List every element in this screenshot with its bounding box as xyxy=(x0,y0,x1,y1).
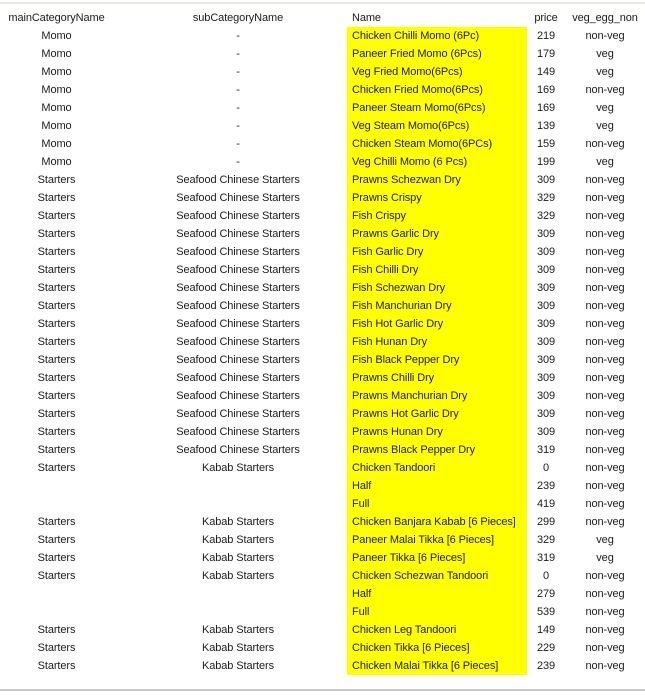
column-gap xyxy=(113,261,129,279)
cell-price[interactable]: 279 xyxy=(536,588,556,600)
column-gap xyxy=(113,477,129,495)
column-gap xyxy=(113,9,129,27)
column-gap xyxy=(113,495,129,513)
cell-main-category[interactable]: Momo xyxy=(41,48,72,60)
column-gap xyxy=(113,603,129,621)
cell-price[interactable]: 299 xyxy=(536,516,556,528)
table-row xyxy=(0,261,645,279)
cell-veg-egg-non[interactable]: non-veg xyxy=(585,174,625,186)
cell-main-category[interactable]: Starters xyxy=(37,282,76,294)
cell-main-category[interactable]: Momo xyxy=(41,138,72,150)
cell-item-name[interactable]: Fish Crispy xyxy=(347,207,527,225)
cell-sub-category[interactable]: - xyxy=(236,138,240,150)
column-gap xyxy=(113,621,129,639)
column-gap xyxy=(113,171,129,189)
cell-veg-egg-non[interactable]: non-veg xyxy=(585,30,625,42)
cell-main-category[interactable]: Momo xyxy=(41,120,72,132)
column-gap xyxy=(113,351,129,369)
cell-price[interactable]: 239 xyxy=(536,660,556,672)
cell-main-category[interactable]: Starters xyxy=(37,192,76,204)
cell-price[interactable]: 309 xyxy=(536,390,556,402)
table-row xyxy=(0,315,645,333)
cell-item-name[interactable]: Chicken Tandoori xyxy=(347,459,527,477)
table-row xyxy=(0,171,645,189)
column-gap xyxy=(113,27,129,45)
cell-veg-egg-non[interactable]: non-veg xyxy=(585,570,625,582)
cell-price[interactable]: 229 xyxy=(536,642,556,654)
column-gap xyxy=(113,369,129,387)
table-row xyxy=(0,513,645,531)
cell-item-name[interactable]: Prawns Black Pepper Dry xyxy=(347,441,527,459)
cell-item-name[interactable]: Prawns Crispy xyxy=(347,189,527,207)
cell-veg-egg-non[interactable]: non-veg xyxy=(585,408,625,420)
cell-main-category[interactable]: Starters xyxy=(37,264,76,276)
table-row xyxy=(0,459,645,477)
cell-price[interactable]: 309 xyxy=(536,246,556,258)
cell-sub-category[interactable]: Kabab Starters xyxy=(202,660,274,672)
cell-veg-egg-non[interactable]: veg xyxy=(596,66,614,78)
table-row xyxy=(0,495,645,513)
cell-main-category[interactable] xyxy=(0,495,113,513)
cell-price[interactable]: 309 xyxy=(536,354,556,366)
column-gap xyxy=(113,279,129,297)
cell-veg-egg-non[interactable]: non-veg xyxy=(585,498,625,510)
cell-price[interactable]: 309 xyxy=(536,264,556,276)
cell-item-name[interactable]: Paneer Steam Momo(6Pcs) xyxy=(347,99,527,117)
cell-main-category[interactable]: Starters xyxy=(37,570,76,582)
table-row xyxy=(0,441,645,459)
cell-sub-category[interactable]: Seafood Chinese Starters xyxy=(176,192,300,204)
cell-veg-egg-non[interactable]: non-veg xyxy=(585,516,625,528)
table-row xyxy=(0,153,645,171)
cell-main-category[interactable]: Starters xyxy=(37,228,76,240)
cell-price[interactable]: 149 xyxy=(536,66,556,78)
cell-main-category[interactable]: Momo xyxy=(41,66,72,78)
table-row xyxy=(0,387,645,405)
cell-item-name[interactable]: Veg Chilli Momo (6 Pcs) xyxy=(347,153,527,171)
cell-veg-egg-non[interactable]: veg xyxy=(596,102,614,114)
cell-veg-egg-non[interactable]: non-veg xyxy=(585,426,625,438)
cell-veg-egg-non[interactable]: non-veg xyxy=(585,606,625,618)
cell-price[interactable]: 0 xyxy=(542,570,550,582)
cell-item-name[interactable]: Prawns Manchurian Dry xyxy=(347,387,527,405)
table-row xyxy=(0,135,645,153)
cell-item-name[interactable]: Fish Hunan Dry xyxy=(347,333,527,351)
cell-veg-egg-non[interactable]: non-veg xyxy=(585,444,625,456)
cell-sub-category[interactable]: Seafood Chinese Starters xyxy=(176,336,300,348)
cell-main-category[interactable]: Starters xyxy=(37,354,76,366)
cell-item-name[interactable]: Chicken Steam Momo(6PCs) xyxy=(347,135,527,153)
cell-sub-category[interactable]: Seafood Chinese Starters xyxy=(176,300,300,312)
table-row xyxy=(0,369,645,387)
table-row xyxy=(0,333,645,351)
bottom-border-line xyxy=(0,689,645,691)
cell-main-category[interactable] xyxy=(0,477,113,495)
cell-main-category[interactable]: Starters xyxy=(37,660,76,672)
cell-sub-category[interactable]: Seafood Chinese Starters xyxy=(176,426,300,438)
column-gap xyxy=(113,189,129,207)
table-row xyxy=(0,117,645,135)
cell-veg-egg-non[interactable]: non-veg xyxy=(585,462,625,474)
cell-item-name[interactable]: Chicken Malai Tikka [6 Pieces] xyxy=(347,657,527,675)
table-row xyxy=(0,225,645,243)
cell-price[interactable]: 309 xyxy=(536,282,556,294)
cell-veg-egg-non[interactable]: non-veg xyxy=(585,372,625,384)
table-row xyxy=(0,243,645,261)
cell-item-name[interactable]: Prawns Schezwan Dry xyxy=(347,171,527,189)
cell-price[interactable]: 169 xyxy=(536,102,556,114)
table-row xyxy=(0,81,645,99)
column-header-sub-category[interactable]: subCategoryName xyxy=(192,12,284,24)
cell-main-category[interactable]: Starters xyxy=(37,534,76,546)
cell-sub-category[interactable]: - xyxy=(236,48,240,60)
cell-veg-egg-non[interactable]: non-veg xyxy=(585,588,625,600)
column-gap xyxy=(113,207,129,225)
column-gap xyxy=(113,333,129,351)
cell-veg-egg-non[interactable]: non-veg xyxy=(585,300,625,312)
cell-price[interactable]: 319 xyxy=(536,552,556,564)
cell-price[interactable]: 329 xyxy=(536,534,556,546)
cell-sub-category[interactable]: Seafood Chinese Starters xyxy=(176,174,300,186)
column-gap xyxy=(113,117,129,135)
table-row xyxy=(0,567,645,585)
cell-price[interactable]: 319 xyxy=(536,444,556,456)
cell-item-name[interactable]: Prawns Garlic Dry xyxy=(347,225,527,243)
column-gap xyxy=(113,45,129,63)
table-row xyxy=(0,531,645,549)
column-gap xyxy=(113,297,129,315)
cell-item-name[interactable]: Chicken Leg Tandoori xyxy=(347,621,527,639)
cell-sub-category[interactable]: - xyxy=(236,120,240,132)
column-gap xyxy=(113,63,129,81)
cell-main-category[interactable]: Momo xyxy=(41,30,72,42)
cell-sub-category[interactable]: Kabab Starters xyxy=(202,462,274,474)
column-gap xyxy=(113,99,129,117)
cell-sub-category[interactable]: Kabab Starters xyxy=(202,534,274,546)
cell-price[interactable]: 329 xyxy=(536,192,556,204)
table-row xyxy=(0,549,645,567)
cell-veg-egg-non[interactable]: veg xyxy=(596,48,614,60)
top-border-line xyxy=(0,2,645,4)
cell-main-category[interactable]: Starters xyxy=(37,426,76,438)
cell-item-name[interactable]: Chicken Chilli Momo (6Pc) xyxy=(347,27,527,45)
cell-item-name[interactable]: Fish Chilli Dry xyxy=(347,261,527,279)
cell-main-category[interactable]: Momo xyxy=(41,102,72,114)
cell-veg-egg-non[interactable]: non-veg xyxy=(585,210,625,222)
cell-veg-egg-non[interactable]: veg xyxy=(596,120,614,132)
cell-main-category[interactable]: Starters xyxy=(37,462,76,474)
column-gap xyxy=(113,639,129,657)
table-row xyxy=(0,279,645,297)
column-gap xyxy=(113,549,129,567)
cell-price[interactable]: 309 xyxy=(536,228,556,240)
cell-veg-egg-non[interactable]: non-veg xyxy=(585,624,625,636)
cell-item-name[interactable]: Fish Garlic Dry xyxy=(347,243,527,261)
cell-sub-category[interactable]: Kabab Starters xyxy=(202,570,274,582)
cell-sub-category[interactable] xyxy=(129,495,347,513)
cell-price[interactable]: 179 xyxy=(536,48,556,60)
cell-item-name[interactable]: Veg Fried Momo(6Pcs) xyxy=(347,63,527,81)
cell-price[interactable]: 309 xyxy=(536,174,556,186)
cell-item-name[interactable]: Veg Steam Momo(6Pcs) xyxy=(347,117,527,135)
cell-price[interactable]: 149 xyxy=(536,624,556,636)
table-row xyxy=(0,27,645,45)
cell-sub-category[interactable]: Seafood Chinese Starters xyxy=(176,444,300,456)
cell-item-name[interactable]: Fish Hot Garlic Dry xyxy=(347,315,527,333)
cell-main-category[interactable]: Starters xyxy=(37,624,76,636)
column-gap xyxy=(113,153,129,171)
table-row xyxy=(0,351,645,369)
cell-item-name[interactable]: Chicken Banjara Kabab [6 Pieces] xyxy=(347,513,527,531)
cell-sub-category[interactable]: Kabab Starters xyxy=(202,516,274,528)
cell-price[interactable]: 219 xyxy=(536,30,556,42)
cell-veg-egg-non[interactable]: non-veg xyxy=(585,318,625,330)
cell-item-name[interactable]: Half xyxy=(347,585,527,603)
cell-item-name[interactable]: Half xyxy=(347,477,527,495)
column-gap xyxy=(113,225,129,243)
cell-sub-category[interactable]: - xyxy=(236,30,240,42)
table-row xyxy=(0,477,645,495)
table-row xyxy=(0,621,645,639)
cell-sub-category[interactable]: Seafood Chinese Starters xyxy=(176,408,300,420)
cell-veg-egg-non[interactable]: non-veg xyxy=(585,642,625,654)
cell-veg-egg-non[interactable]: non-veg xyxy=(585,336,625,348)
cell-sub-category[interactable]: Seafood Chinese Starters xyxy=(176,264,300,276)
cell-item-name[interactable]: Paneer Malai Tikka [6 Pieces] xyxy=(347,531,527,549)
cell-sub-category[interactable]: Seafood Chinese Starters xyxy=(176,372,300,384)
table-row xyxy=(0,657,645,675)
column-gap xyxy=(113,243,129,261)
column-gap xyxy=(113,81,129,99)
cell-item-name[interactable]: Fish Schezwan Dry xyxy=(347,279,527,297)
table-row xyxy=(0,297,645,315)
cell-price[interactable]: 309 xyxy=(536,408,556,420)
cell-sub-category[interactable]: - xyxy=(236,66,240,78)
cell-veg-egg-non[interactable]: non-veg xyxy=(585,390,625,402)
table-row xyxy=(0,585,645,603)
cell-item-name[interactable]: Prawns Chilli Dry xyxy=(347,369,527,387)
cell-sub-category[interactable]: Seafood Chinese Starters xyxy=(176,318,300,330)
cell-item-name[interactable]: Chicken Fried Momo(6Pcs) xyxy=(347,81,527,99)
cell-veg-egg-non[interactable]: non-veg xyxy=(585,228,625,240)
cell-sub-category[interactable]: Seafood Chinese Starters xyxy=(176,354,300,366)
cell-main-category[interactable]: Starters xyxy=(37,210,76,222)
cell-main-category[interactable]: Starters xyxy=(37,300,76,312)
cell-price[interactable]: 309 xyxy=(536,300,556,312)
column-header-main-category[interactable]: mainCategoryName xyxy=(8,12,105,24)
cell-main-category[interactable]: Starters xyxy=(37,318,76,330)
cell-item-name[interactable]: Prawns Hot Garlic Dry xyxy=(347,405,527,423)
cell-sub-category[interactable]: Seafood Chinese Starters xyxy=(176,282,300,294)
cell-price[interactable]: 329 xyxy=(536,210,556,222)
cell-veg-egg-non[interactable]: non-veg xyxy=(585,264,625,276)
column-header-veg-egg-non[interactable]: veg_egg_non xyxy=(572,12,638,24)
cell-veg-egg-non[interactable]: non-veg xyxy=(585,354,625,366)
cell-veg-egg-non[interactable]: non-veg xyxy=(585,660,625,672)
column-gap xyxy=(113,459,129,477)
cell-sub-category[interactable]: - xyxy=(236,156,240,168)
cell-sub-category[interactable] xyxy=(129,585,347,603)
cell-item-name[interactable]: Chicken Tikka [6 Pieces] xyxy=(347,639,527,657)
column-gap xyxy=(113,585,129,603)
column-gap xyxy=(113,567,129,585)
table-row xyxy=(0,45,645,63)
cell-main-category[interactable]: Starters xyxy=(37,372,76,384)
cell-price[interactable]: 419 xyxy=(536,498,556,510)
menu-table xyxy=(0,9,645,675)
cell-item-name[interactable]: Paneer Tikka [6 Pieces] xyxy=(347,549,527,567)
column-gap xyxy=(113,135,129,153)
cell-sub-category[interactable]: Kabab Starters xyxy=(202,552,274,564)
cell-veg-egg-non[interactable]: non-veg xyxy=(585,246,625,258)
cell-sub-category[interactable]: Seafood Chinese Starters xyxy=(176,228,300,240)
cell-sub-category[interactable] xyxy=(129,477,347,495)
cell-price[interactable]: 239 xyxy=(536,480,556,492)
table-row xyxy=(0,423,645,441)
column-gap xyxy=(113,531,129,549)
cell-price[interactable]: 159 xyxy=(536,138,556,150)
cell-veg-egg-non[interactable]: non-veg xyxy=(585,282,625,294)
cell-item-name[interactable]: Paneer Fried Momo (6Pcs) xyxy=(347,45,527,63)
column-gap xyxy=(113,387,129,405)
column-gap xyxy=(113,405,129,423)
cell-price[interactable]: 539 xyxy=(536,606,556,618)
table-row xyxy=(0,189,645,207)
cell-main-category[interactable]: Starters xyxy=(37,246,76,258)
cell-veg-egg-non[interactable]: veg xyxy=(596,534,614,546)
table-row xyxy=(0,405,645,423)
cell-veg-egg-non[interactable]: veg xyxy=(596,156,614,168)
column-header-name[interactable]: Name xyxy=(352,12,381,24)
cell-price[interactable]: 0 xyxy=(542,462,550,474)
cell-main-category[interactable]: Momo xyxy=(41,84,72,96)
cell-main-category[interactable] xyxy=(0,585,113,603)
cell-item-name[interactable]: Prawns Hunan Dry xyxy=(347,423,527,441)
table-row xyxy=(0,603,645,621)
cell-main-category[interactable]: Starters xyxy=(37,552,76,564)
cell-main-category[interactable]: Starters xyxy=(37,174,76,186)
table-body xyxy=(0,27,645,675)
cell-item-name[interactable]: Full xyxy=(347,495,527,513)
cell-sub-category[interactable]: Kabab Starters xyxy=(202,624,274,636)
cell-sub-category[interactable]: - xyxy=(236,84,240,96)
column-gap xyxy=(113,315,129,333)
cell-price[interactable]: 309 xyxy=(536,426,556,438)
cell-main-category[interactable]: Starters xyxy=(37,390,76,402)
cell-veg-egg-non[interactable]: non-veg xyxy=(585,138,625,150)
cell-main-category[interactable]: Starters xyxy=(37,444,76,456)
cell-sub-category[interactable]: Kabab Starters xyxy=(202,642,274,654)
cell-sub-category[interactable]: - xyxy=(236,102,240,114)
cell-veg-egg-non[interactable]: veg xyxy=(596,552,614,564)
cell-sub-category[interactable]: Seafood Chinese Starters xyxy=(176,390,300,402)
cell-veg-egg-non[interactable]: non-veg xyxy=(585,84,625,96)
table-row xyxy=(0,207,645,225)
cell-main-category[interactable]: Starters xyxy=(37,336,76,348)
column-header-price[interactable]: price xyxy=(534,12,558,24)
cell-item-name[interactable]: Fish Black Pepper Dry xyxy=(347,351,527,369)
cell-price[interactable]: 169 xyxy=(536,84,556,96)
cell-main-category[interactable]: Starters xyxy=(37,516,76,528)
cell-item-name[interactable]: Chicken Schezwan Tandoori xyxy=(347,567,527,585)
table-row xyxy=(0,639,645,657)
cell-sub-category[interactable]: Seafood Chinese Starters xyxy=(176,246,300,258)
cell-main-category[interactable] xyxy=(0,603,113,621)
cell-main-category[interactable]: Momo xyxy=(41,156,72,168)
cell-sub-category[interactable] xyxy=(129,603,347,621)
cell-sub-category[interactable]: Seafood Chinese Starters xyxy=(176,210,300,222)
cell-price[interactable]: 139 xyxy=(536,120,556,132)
column-gap xyxy=(113,441,129,459)
table-header-row xyxy=(0,9,645,27)
cell-price[interactable]: 199 xyxy=(536,156,556,168)
column-gap xyxy=(113,513,129,531)
cell-veg-egg-non[interactable]: non-veg xyxy=(585,480,625,492)
cell-item-name[interactable]: Fish Manchurian Dry xyxy=(347,297,527,315)
cell-main-category[interactable]: Starters xyxy=(37,408,76,420)
column-gap xyxy=(113,423,129,441)
cell-price[interactable]: 309 xyxy=(536,372,556,384)
cell-price[interactable]: 309 xyxy=(536,336,556,348)
table-row xyxy=(0,99,645,117)
cell-main-category[interactable]: Starters xyxy=(37,642,76,654)
cell-price[interactable]: 309 xyxy=(536,318,556,330)
cell-veg-egg-non[interactable]: non-veg xyxy=(585,192,625,204)
column-gap xyxy=(113,657,129,675)
cell-item-name[interactable]: Full xyxy=(347,603,527,621)
table-row xyxy=(0,63,645,81)
